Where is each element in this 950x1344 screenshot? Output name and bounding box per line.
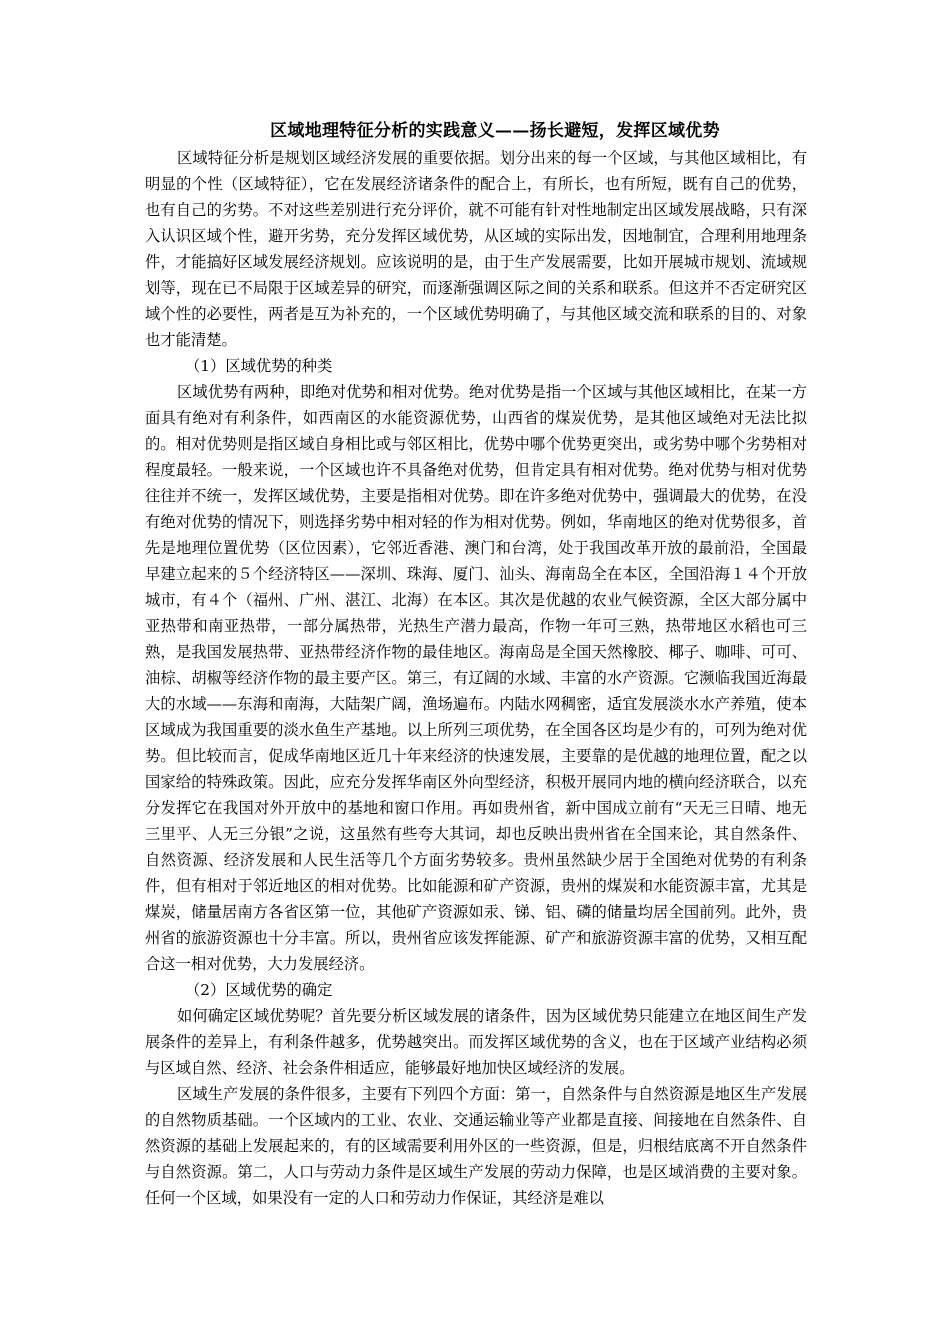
paragraph-types: 区域优势有两种，即绝对优势和相对优势。绝对优势是指一个区域与其他区域相比，在某一方面具有绝对有利条件，如西南区的水能资源优势，山西省的煤炭优势，是其他区域绝对无法比拟的。相对优势则是指区域自身相比或与邻区相比，优势中哪个优势更突出，或劣势中哪个劣势相对程度最轻。一般来说，一个区域也许不具备绝对优势，但肯定具有相对优势。绝对优势与相对优势往往并不统一，发挥区域优势，主要是指相对优势。即在许多绝对优势中，强调最大的优势，在没有绝对优势的情况下，则选择劣势中相对轻的作为相对优势。例如，华南地区的绝对优势很多，首先是地理位置优势（区位因素），它邻近香港、澳门和台湾，处于我国改革开放的最前沿，全国最早建立起来的５个经济特区——深圳、珠海、厦门、汕头、海南岛全在本区，全国沿海１４个开放城市，有４个（福州、广州、湛江、北海）在本区。其次是优越的农业气候资源，全区大部分属中亚热带和南亚热带，一部分属热带，光热生产潜力最高，作物一年可三熟，热带地区水稻也可三熟，是我国发展热带、亚热带经济作物的最佳地区。海南岛是全国天然橡胶、椰子、咖啡、可可、油棕、胡椒等经济作物的最主要产区。第三，有辽阔的水域、丰富的水产资源。它濒临我国近海最大的水域——东海和南海，大陆架广阔，渔场遍布。内陆水网稠密，适宜发展淡水水产养殖，使本区域成为我国重要的淡水鱼生产基地。以上所列三项优势，在全国各区均是少有的，可列为绝对优势。但比较而言，促成华南地区近几十年来经济的快速发展，主要靠的是优越的地理位置，配之以国家给的特殊政策。因此，应充分发挥华南区外向型经济，积极开展同内地的横向经济联合，以充分发挥它在我国对外开放中的基地和窗口作用。再如贵州省，新中国成立前有“天无三日晴、地无三里平、人无三分银”之说，这虽然有些夸大其词，却也反映出贵州省在全国来论，其自然条件、自然资源、经济发展和人民生活等几个方面劣势较多。贵州虽然缺少居于全国绝对优势的有利条件，但有相对于邻近地区的相对优势。比如能源和矿产资源，贵州的煤炭和水能资源丰富，尤其是煤炭，储量居南方各省区第一位，其他矿产资源如汞、锑、铝、磷的储量均居全国前列。此外，贵州省的旅游资源也十分丰富。所以，贵州省应该发挥能源、矿产和旅游资源丰富的优势，又相互配合这一相对优势，大力发展经济。 [145, 383, 807, 973]
paragraph-determination: 如何确定区域优势呢？首先要分析区域发展的诸条件，因为区域优势只能建立在地区间生产发展条件的差异上，有利条件越多，优势越突出。而发挥区域优势的含义，也在于区域产业结构必须与区域自然、经济、社会条件相适应，能够最好地加快区域经济的发展。 [145, 1007, 807, 1077]
document-page [145, 118, 807, 1211]
paragraph-conditions: 区域生产发展的条件很多，主要有下列四个方面：第一，自然条件与自然资源是地区生产发展的自然物质基础。一个区域内的工业、农业、交通运输业等产业都是直接、间接地在自然条件、自然资源的基础上发展起来的，有的区域需要利用外区的一些资源，但是，归根结底离不开自然条件与自然资源。第二，人口与劳动力条件是区域生产发展的劳动力保障，也是区域消费的主要对象。任何一个区域，如果没有一定的人口和劳动力作保证，其经济是难以 [145, 1085, 807, 1207]
section-heading-determination: （2）区域优势的确定 [185, 981, 333, 999]
section-heading-types: （1）区域优势的种类 [185, 357, 333, 375]
document-title: 区域地理特征分析的实践意义——扬长避短，发挥区域优势 [270, 121, 720, 141]
paragraph-intro: 区域特征分析是规划区域经济发展的重要依据。划分出来的每一个区域，与其他区域相比，有明显的个性（区域特征），它在发展经济诸条件的配合上，有所长，也有所短，既有自己的优势，也有自己的劣势。不对这些差别进行充分评价，就不可能有针对性地制定出区域发展战略，只有深入认识区域个性，避开劣势，充分发挥区域优势，从区域的实际出发，因地制宜，合理利用地理条件，才能搞好区域发展经济规划。应该说明的是，由于生产发展需要，比如开展城市规划、流域规划等，现在已不局限于区域差异的研究，而逐渐强调区际之间的关系和联系。但这并不否定研究区域个性的必要性，两者是互为补充的，一个区域优势明确了，与其他区域交流和联系的目的、对象也才能清楚。 [145, 149, 807, 349]
